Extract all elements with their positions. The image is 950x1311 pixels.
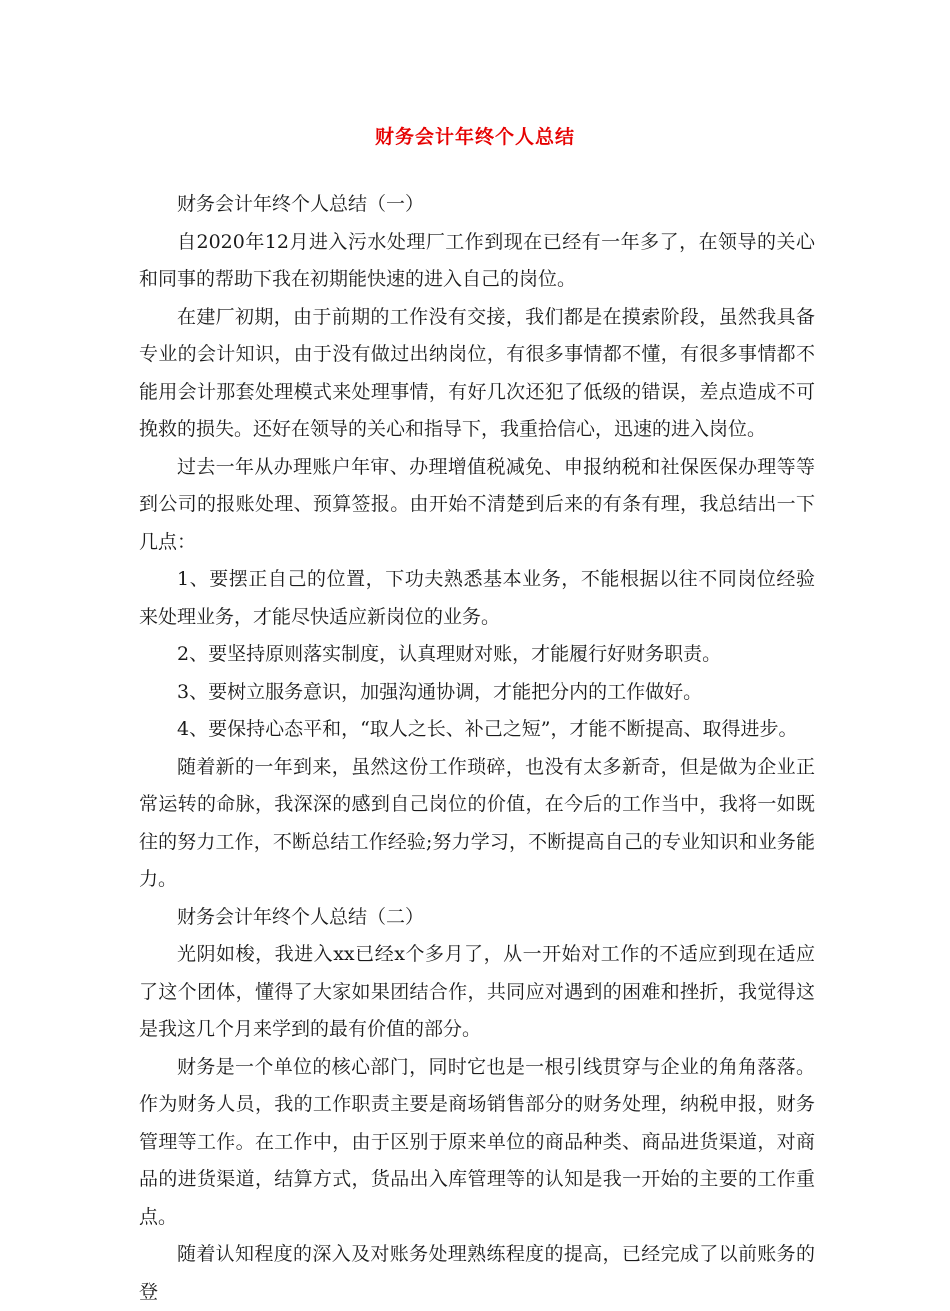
- section-heading-1: 财务会计年终个人总结（一）: [177, 193, 425, 215]
- list-item-3: 3、要树立服务意识，加强沟通协调，才能把分内的工作做好。: [177, 680, 703, 703]
- section-heading-2: 财务会计年终个人总结（二）: [177, 905, 425, 928]
- paragraph: 过去一年从办理账户年审、办理增值税减免、申报纳税和社保医保办理等等到公司的报账处理、预算签报。由开始不清楚到后来的有条有理，我总结出一下几点：: [139, 455, 815, 553]
- paragraph: 财务是一个单位的核心部门，同时它也是一根引线贯穿与企业的角角落落。作为财务人员，我的工作职责主要是商场销售部分的财务处理，纳税申报，财务管理等工作。在工作中，由于区别于原来单位的商品种类、商品进货渠道，对商品的进货渠道，结算方式，货品出入库管理等的认知是我一开始的主要的工作重点。: [139, 1055, 815, 1228]
- list-item-4: 4、要保持心态平和，“取人之长、补己之短”，才能不断提高、取得进步。: [177, 718, 798, 740]
- paragraph: 光阴如梭，我进入xx已经x个多月了，从一开始对工作的不适应到现在适应了这个团体，懂得了大家如果团结合作，共同应对遇到的困难和挫折，我觉得这是我这几个月来学到的最有价值的部分。: [139, 943, 815, 1040]
- paragraph: 随着认知程度的深入及对账务处理熟练程度的提高，已经完成了以前账务的登: [139, 1243, 815, 1303]
- document-title: 财务会计年终个人总结: [374, 126, 575, 148]
- document-body: [139, 186, 815, 1311]
- list-item-2: 2、要坚持原则落实制度，认真理财对账，才能履行好财务职责。: [177, 643, 722, 665]
- paragraph: 随着新的一年到来，虽然这份工作琐碎，也没有太多新奇，但是做为企业正常运转的命脉，我深深的感到自己岗位的价值，在今后的工作当中，我将一如既往的努力工作，不断总结工作经验;努力学习，不断提高自己的专业知识和业务能力。: [139, 755, 815, 890]
- list-item-1: 1、要摆正自己的位置，下功夫熟悉基本业务，不能根据以往不同岗位经验来处理业务，才能尽快适应新岗位的业务。: [139, 568, 815, 628]
- paragraph: 在建厂初期，由于前期的工作没有交接，我们都是在摸索阶段，虽然我具备专业的会计知识，由于没有做过出纳岗位，有很多事情都不懂，有很多事情都不能用会计那套处理模式来处理事情，有好几次还犯了低级的错误，差点造成不可挽救的损失。还好在领导的关心和指导下，我重拾信心，迅速的进入岗位。: [139, 305, 815, 440]
- paragraph: 自2020年12月进入污水处理厂工作到现在已经有一年多了，在领导的关心和同事的帮助下我在初期能快速的进入自己的岗位。: [139, 230, 815, 290]
